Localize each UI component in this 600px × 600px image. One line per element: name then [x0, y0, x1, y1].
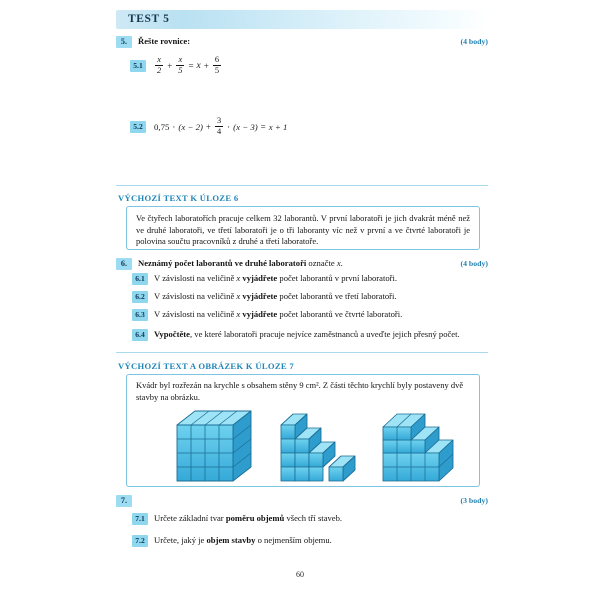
task-6-prompt-var: x	[336, 258, 341, 268]
task-7-row	[116, 495, 132, 507]
variable-x: x	[236, 309, 241, 319]
divider-above-section-6	[116, 185, 488, 186]
group-x-minus-2: (x − 2)	[178, 121, 203, 132]
task-6-badge: 6.	[116, 258, 132, 270]
task-6-points: (4 body)	[460, 259, 488, 268]
equation-5-1	[154, 56, 222, 76]
section-7-caption: Kvádr byl rozřezán na krychle s obsahem stěny 9 cm². Z části těchto krychlí byly postaveny dvě stavby na obrázku.	[136, 380, 464, 402]
text-bold: objem stavby	[206, 535, 256, 545]
text-pre: V závislosti na veličině	[154, 291, 237, 301]
task-6-1-text	[154, 273, 397, 284]
test-header-label: TEST 5	[128, 13, 170, 25]
text-pre: V závislosti na veličině	[154, 309, 237, 319]
text-pre: V závislosti na veličině	[154, 273, 237, 283]
task-7-1-text	[154, 513, 342, 524]
cube-figures-stage	[127, 405, 479, 490]
task-6-prompt-end: .	[340, 258, 343, 268]
variable-x: x	[236, 273, 241, 283]
section-6-body-text: Ve čtyřech laboratořích pracuje celkem 32 laborantů. V první laboratoři je jich dvakrát méně než ve druhé laboratoři, ve třetí laboratoři je o tři laboranty víc než v první a ve čtvrté laboratoři je polovina součtu pracovníků z druhé a třetí laboratoře.	[136, 213, 470, 247]
fraction-6-over-5	[213, 56, 221, 76]
equation-5-2	[154, 117, 287, 137]
task-6-1-badge: 6.1	[132, 273, 148, 285]
section-6-heading: VÝCHOZÍ TEXT K ÚLOZE 6	[118, 193, 239, 203]
divider-above-section-7	[116, 352, 488, 353]
text-post: počet laborantů v první laboratoři.	[277, 273, 398, 283]
cube-structure-2	[277, 407, 373, 489]
task-7-2-badge: 7.2	[132, 535, 148, 547]
section-7-heading: VÝCHOZÍ TEXT A OBRÁZEK K ÚLOZE 7	[118, 361, 294, 371]
cube-structure-3	[381, 407, 477, 489]
text-pre: Určete, jaký je	[154, 535, 207, 545]
equals-operator: =	[260, 121, 266, 132]
task-7-1-row	[132, 513, 342, 525]
fraction-numerator: 3	[216, 116, 222, 125]
task-6-2-badge: 6.2	[132, 291, 148, 303]
task-6-1-row	[132, 273, 397, 285]
fraction-numerator: x	[157, 55, 161, 64]
equation-5-2-row	[130, 117, 287, 137]
task-6-3-text	[154, 309, 402, 320]
fraction-numerator: x	[178, 55, 183, 64]
fraction-denominator: 4	[216, 127, 222, 137]
equation-5-1-row	[130, 56, 222, 76]
fraction-x-over-2	[155, 56, 163, 76]
cube-structure-1	[169, 407, 259, 489]
fraction-denominator: 5	[178, 66, 183, 76]
task-6-prompt-bold: Neznámý počet laborantů ve druhé laboratoři	[138, 258, 307, 268]
test-header-bar	[116, 10, 488, 29]
task-6-3-row	[132, 309, 402, 321]
plus-operator: +	[205, 121, 211, 132]
task-7-1-badge: 7.1	[132, 513, 148, 525]
task-6-2-text	[154, 291, 397, 302]
page-number: 60	[296, 570, 304, 579]
section-7-figure-box	[126, 374, 480, 487]
task-7-2-text	[154, 535, 332, 546]
dot-operator-2: ·	[227, 121, 231, 132]
fraction-denominator: 2	[157, 66, 162, 76]
text-post: počet laborantů ve třetí laboratoři.	[277, 291, 397, 301]
text-bold: Vypočtěte	[154, 329, 190, 339]
task-5-row	[116, 36, 190, 48]
task-5-points: (4 body)	[460, 37, 488, 46]
text-bold: vyjádřete	[240, 291, 278, 301]
task-6-3-badge: 6.3	[132, 309, 148, 321]
fraction-3-over-4	[215, 117, 223, 137]
task-6-4-row	[132, 329, 460, 341]
variable-x: x	[196, 60, 201, 71]
group-x-minus-3: (x − 3)	[233, 121, 258, 132]
plus-operator: +	[167, 60, 173, 71]
text-pre: Určete základní tvar	[154, 513, 226, 523]
task-6-2-row	[132, 291, 397, 303]
dot-operator: ·	[172, 121, 176, 132]
task-6-prompt-rest: označte	[306, 258, 337, 268]
text-bold: poměru objemů	[225, 513, 285, 523]
equation-5-2-badge: 5.2	[130, 121, 146, 133]
text-bold: vyjádřete	[240, 273, 278, 283]
fraction-numerator: 6	[214, 55, 220, 64]
text-post: , ve které laboratoři pracuje nejvíce zaměstnanců a uveďte jejich přesný počet.	[189, 329, 460, 339]
text-post: o nejmenším objemu.	[255, 535, 332, 545]
section-6-text-box	[126, 206, 480, 250]
text-post: všech tří staveb.	[284, 513, 343, 523]
task-7-points: (3 body)	[460, 496, 488, 505]
text-post: počet laborantů ve čtvrté laboratoři.	[277, 309, 403, 319]
right-hand-side: x + 1	[268, 121, 288, 132]
task-5-prompt: Řešte rovnice:	[138, 36, 191, 46]
fraction-denominator: 5	[214, 66, 220, 76]
variable-x: x	[236, 291, 241, 301]
task-6-row	[116, 258, 446, 270]
text-bold: vyjádřete	[240, 309, 278, 319]
task-6-4-text	[154, 329, 460, 340]
task-6-4-badge: 6.4	[132, 329, 148, 341]
plus-operator-2: +	[203, 60, 209, 71]
task-5-badge: 5.	[116, 36, 132, 48]
equation-5-1-badge: 5.1	[130, 60, 146, 72]
task-6-prompt	[138, 258, 343, 269]
task-7-2-row	[132, 535, 332, 547]
coefficient-075: 0,75	[154, 121, 170, 132]
fraction-x-over-5	[176, 56, 184, 76]
task-7-badge: 7.	[116, 495, 132, 507]
equals-operator: =	[188, 60, 194, 71]
